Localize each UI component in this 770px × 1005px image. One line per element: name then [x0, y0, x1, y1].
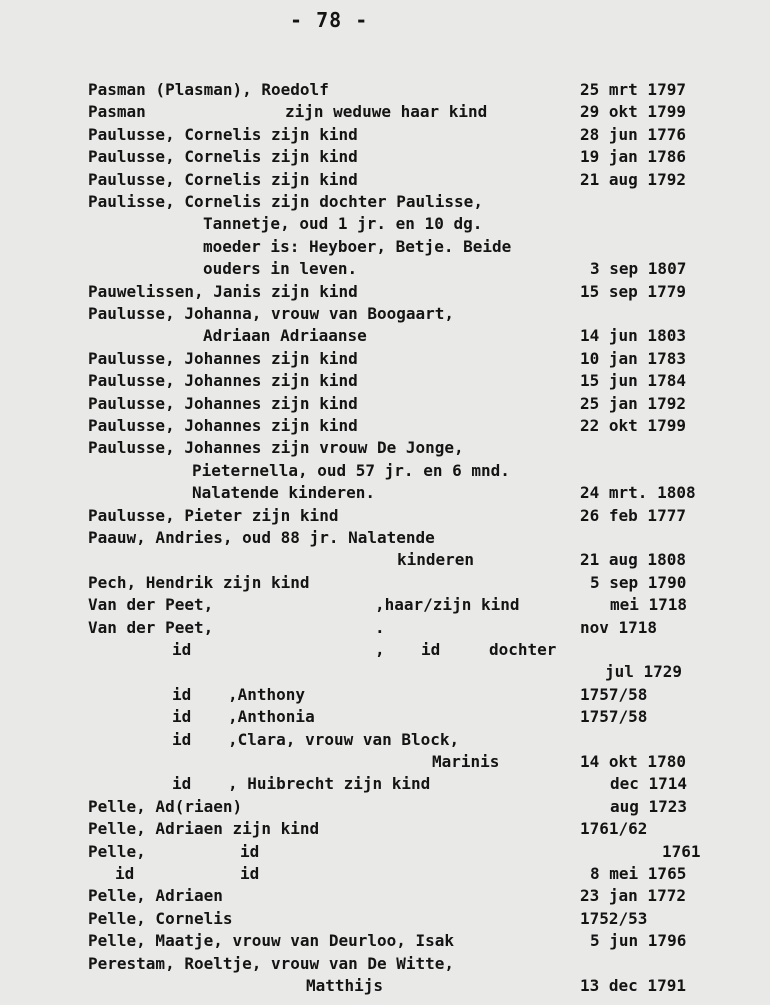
register-line — [0, 101, 770, 123]
entry-text: Paauw, Andries, oud 88 jr. Nalatende — [88, 528, 435, 547]
entry-text: Paulusse, Johannes zijn kind — [88, 371, 358, 391]
entry-date: 1757/58 — [580, 684, 648, 704]
entry-text: Paulusse, Johannes zijn kind — [88, 348, 358, 368]
entry-text: Pelle, Adriaen zijn kind — [88, 819, 320, 839]
entry-date: 15 jun 1784 — [580, 371, 686, 391]
entry-text: Pauwelissen, Janis zijn kind — [88, 281, 358, 301]
entry-date: 28 jun 1776 — [580, 124, 686, 144]
entry-text: Van der Peet, — [88, 617, 214, 637]
entry-date: 1761 — [662, 841, 701, 861]
register-line — [0, 348, 770, 370]
entry-text: id — [240, 841, 260, 861]
entry-date: 23 jan 1772 — [580, 886, 686, 906]
entry-date: 1752/53 — [580, 908, 648, 928]
register-line — [0, 751, 770, 773]
register-line — [0, 370, 770, 392]
entry-text: Pelle, Cornelis — [88, 908, 233, 928]
entry-text: ,Anthony — [228, 684, 306, 704]
entry-date: 3 sep 1807 — [590, 259, 687, 279]
entry-text: Paulusse, Johannes zijn kind — [88, 416, 358, 435]
entry-date: 1761/62 — [580, 819, 648, 839]
register-line — [0, 841, 770, 863]
entry-text: id — [172, 774, 192, 794]
entry-text: Adriaan Adriaanse — [203, 326, 367, 346]
entry-text: Matthijs — [306, 976, 384, 995]
entry-text: Paulusse, Cornelis zijn kind — [88, 147, 358, 167]
entry-text: ,Clara, vrouw van Block, — [228, 729, 460, 749]
entry-text: id — [172, 729, 192, 749]
entry-text: Van der Peet, — [88, 595, 214, 615]
register-line — [0, 773, 770, 795]
register-line — [0, 146, 770, 168]
register-line — [0, 527, 770, 549]
entry-text: zijn weduwe haar kind — [285, 102, 488, 122]
register-line — [0, 303, 770, 325]
entry-text: Paulusse, Cornelis zijn kind — [88, 124, 358, 144]
entry-text: Pieternella, oud 57 jr. en 6 mnd. — [192, 460, 510, 480]
register-line — [0, 975, 770, 997]
entry-date: 10 jan 1783 — [580, 348, 686, 368]
entry-text: Paulusse, Johannes zijn kind — [88, 393, 358, 413]
entry-date: 25 jan 1792 — [580, 393, 686, 413]
entry-date: 15 sep 1779 — [580, 281, 686, 301]
entry-date: 25 mrt 1797 — [580, 80, 686, 99]
register-line — [0, 908, 770, 930]
register-line — [0, 796, 770, 818]
entry-text: Paulisse, Cornelis zijn dochter Paulisse, — [88, 192, 483, 211]
entry-text: dochter — [489, 640, 557, 659]
entry-date: nov 1718 — [580, 617, 658, 637]
register-line — [0, 169, 770, 191]
entry-text: moeder is: Heyboer, Betje. Beide — [203, 236, 512, 256]
register-line — [0, 639, 770, 661]
entry-text: ouders in leven. — [203, 259, 358, 279]
entry-text: Marinis — [432, 752, 500, 771]
register-line — [0, 460, 770, 482]
register-line — [0, 505, 770, 527]
register-line — [0, 124, 770, 146]
entry-date: mei 1718 — [610, 595, 688, 615]
entry-date: 21 aug 1808 — [580, 550, 686, 570]
register-line — [0, 863, 770, 885]
entry-text: id — [115, 864, 135, 883]
register-line — [0, 482, 770, 504]
register-line — [0, 549, 770, 571]
entry-date: 21 aug 1792 — [580, 169, 686, 189]
register-line — [0, 258, 770, 280]
entry-text: id — [172, 640, 192, 659]
entry-date: 1757/58 — [580, 707, 648, 727]
entry-text: Pasman — [88, 102, 146, 122]
register-line — [0, 281, 770, 303]
entry-date: 13 dec 1791 — [580, 976, 686, 995]
register-line — [0, 325, 770, 347]
register-line — [0, 393, 770, 415]
register-line — [0, 79, 770, 101]
entry-text: id — [240, 864, 260, 883]
entry-date: 22 okt 1799 — [580, 416, 686, 435]
entry-text: id — [172, 684, 192, 704]
entry-text: id — [421, 640, 441, 659]
entry-text: Nalatende kinderen. — [192, 483, 376, 503]
register-line — [0, 661, 770, 683]
entry-text: ,Anthonia — [228, 707, 315, 727]
entry-text: . — [375, 617, 385, 637]
entry-date: 19 jan 1786 — [580, 147, 686, 167]
entry-date: 5 jun 1796 — [590, 931, 687, 951]
entry-date: 24 mrt. 1808 — [580, 483, 696, 503]
register-line — [0, 191, 770, 213]
entry-text: , — [375, 640, 385, 659]
entry-text: Tannetje, oud 1 jr. en 10 dg. — [203, 214, 483, 234]
entry-date: 8 mei 1765 — [590, 864, 687, 883]
register-line — [0, 437, 770, 459]
register-line — [0, 706, 770, 728]
register-line — [0, 594, 770, 616]
entry-text: Pelle, — [88, 841, 146, 861]
register-line — [0, 236, 770, 258]
entry-text: Pelle, Maatje, vrouw van Deurloo, Isak — [88, 931, 455, 951]
register-line — [0, 213, 770, 235]
entry-text: ,haar/zijn kind — [375, 595, 520, 615]
entry-date: 29 okt 1799 — [580, 102, 686, 122]
entry-text: Pasman (Plasman), Roedolf — [88, 80, 329, 99]
register-line — [0, 885, 770, 907]
entry-text: , Huibrecht zijn kind — [228, 774, 431, 794]
entry-date: 14 okt 1780 — [580, 752, 686, 771]
entry-text: Paulusse, Johanna, vrouw van Boogaart, — [88, 304, 455, 323]
entry-date: 5 sep 1790 — [590, 572, 687, 592]
entry-text: Perestam, Roeltje, vrouw van De Witte, — [88, 953, 455, 973]
register-line — [0, 729, 770, 751]
entry-date: dec 1714 — [610, 774, 688, 794]
entry-text: Paulusse, Cornelis zijn kind — [88, 169, 358, 189]
entry-text: id — [172, 707, 192, 727]
entry-date: 26 feb 1777 — [580, 505, 686, 525]
entry-text: kinderen — [397, 550, 475, 570]
entry-text: Pech, Hendrik zijn kind — [88, 572, 310, 592]
entry-date: 14 jun 1803 — [580, 326, 686, 346]
register-line — [0, 818, 770, 840]
register-line — [0, 415, 770, 437]
entry-text: Paulusse, Pieter zijn kind — [88, 505, 339, 525]
register-line — [0, 572, 770, 594]
register-line — [0, 930, 770, 952]
register-line — [0, 953, 770, 975]
entry-text: Pelle, Adriaen — [88, 886, 223, 906]
page-number: - 78 - — [290, 8, 369, 32]
entry-text: Pelle, Ad(riaen) — [88, 796, 243, 816]
register-line — [0, 617, 770, 639]
entry-date: jul 1729 — [605, 662, 683, 682]
entry-date: aug 1723 — [610, 796, 688, 816]
entry-text: Paulusse, Johannes zijn vrouw De Jonge, — [88, 438, 464, 458]
register-line — [0, 684, 770, 706]
